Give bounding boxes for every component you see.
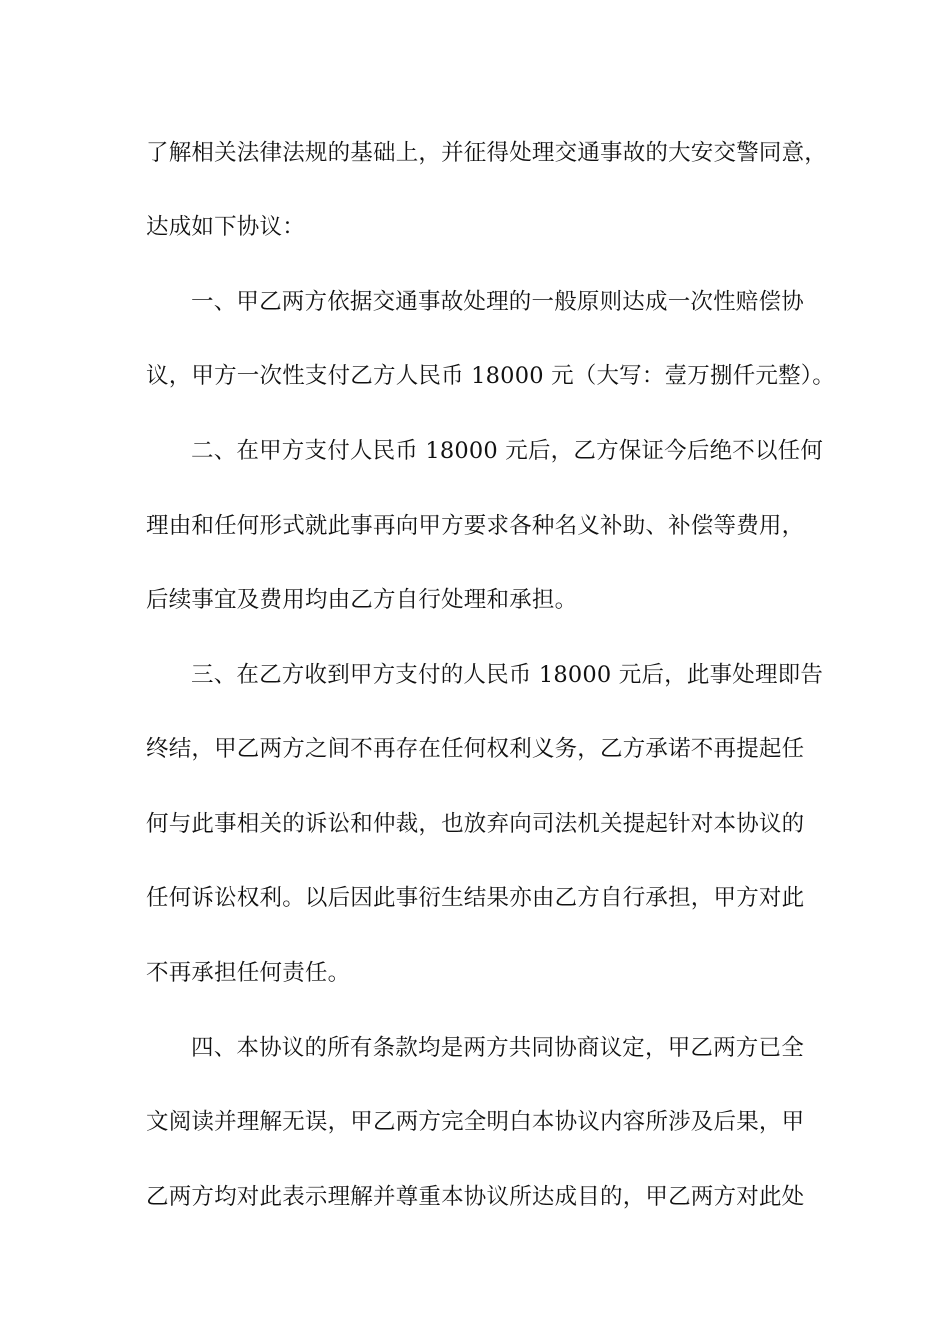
clause-3-line: 不再承担任何责任。 bbox=[146, 960, 351, 986]
clause-2-line: 二、在甲方支付人民币 18000 元后，乙方保证今后绝不以任何 bbox=[191, 438, 824, 464]
text-line: 达成如下协议： bbox=[146, 214, 305, 240]
clause-3-line: 三、在乙方收到甲方支付的人民币 18000 元后，此事处理即告 bbox=[191, 662, 824, 688]
clause-3-line: 何与此事相关的诉讼和仲裁，也放弃向司法机关提起针对本协议的 bbox=[146, 811, 805, 837]
clause-4-line: 文阅读并理解无误，甲乙两方完全明白本协议内容所涉及后果，甲 bbox=[146, 1109, 805, 1135]
clause-2-line: 理由和任何形式就此事再向甲方要求各种名义补助、补偿等费用， bbox=[146, 513, 805, 539]
clause-4-line: 乙两方均对此表示理解并尊重本协议所达成目的，甲乙两方对此处 bbox=[146, 1184, 805, 1210]
clause-1-line: 议，甲方一次性支付乙方人民币 18000 元（大写：壹万捌仟元整）。 bbox=[146, 363, 835, 389]
text-line: 了解相关法律法规的基础上，并征得处理交通事故的大安交警同意， bbox=[146, 140, 828, 166]
clause-1-line: 一、甲乙两方依据交通事故处理的一般原则达成一次性赔偿协 bbox=[191, 289, 804, 315]
clause-3-line: 任何诉讼权利。以后因此事衍生结果亦由乙方自行承担，甲方对此 bbox=[146, 885, 805, 911]
clause-3-line: 终结，甲乙两方之间不再存在任何权利义务，乙方承诺不再提起任 bbox=[146, 736, 805, 762]
clause-4-line: 四、本协议的所有条款均是两方共同协商议定，甲乙两方已全 bbox=[191, 1035, 804, 1061]
clause-2-line: 后续事宜及费用均由乙方自行处理和承担。 bbox=[146, 587, 578, 613]
